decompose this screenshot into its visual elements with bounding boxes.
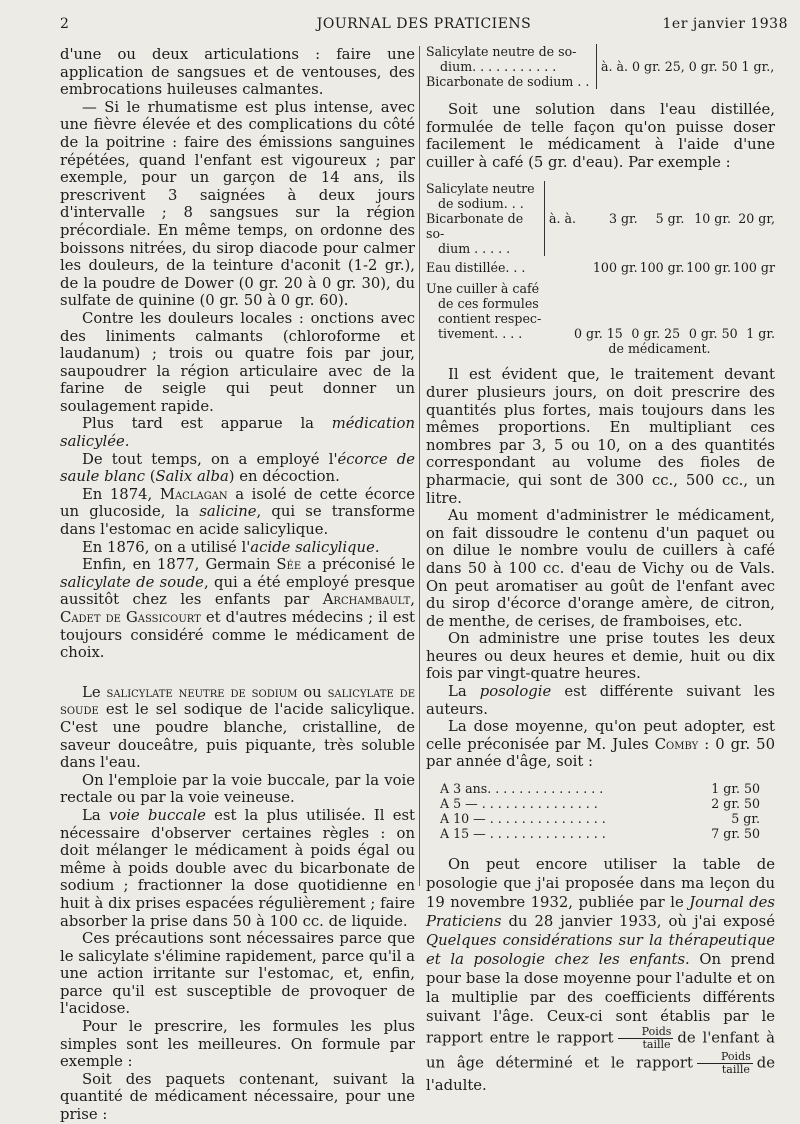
- page-number: 2: [60, 16, 70, 32]
- formula-packets: Salicylate neutre de so- dium. . . . . . . . . . . Bicarbonate de sodium . . à. à. 0 gr. 25, 0 gr. 50 1 gr.,: [426, 44, 775, 89]
- right-column: [426, 46, 775, 1095]
- paragraph: En 1876, on a utilisé l'acide salicylique.: [82, 538, 380, 556]
- paragraph: Soit une solution dans l'eau distillée, formulée de telle façon qu'on puisse doser facilement le médicament à l'aide d'une cuiller à café (5 gr. d'eau). Par exemple :: [426, 101, 775, 171]
- paragraph: Au moment d'administrer le médicament, on fait dissoudre le contenu d'un paquet ou on dilue le nombre voulu de cuillers à café dans 50 à 100 cc. d'eau de Vichy ou de Vals. On peut aromatiser au goût de l'enfant avec du sirop d'écorce d'orange amère, de citron, de menthe, de cerises, de framboises, etc.: [426, 507, 775, 630]
- paragraph: Soit des paquets contenant, suivant la quantité de médicament nécessaire, pour une prise :: [60, 1070, 415, 1124]
- paragraph: La posologie est différente suivant les auteurs.: [426, 683, 775, 718]
- dose-table: [440, 781, 760, 841]
- table-row: A 3 ans. . . . . . . . . . . . . . . 1 gr. 50: [440, 781, 760, 797]
- formula-solution: Salicylate neutre de sodium. . . Bicarbonate de so- dium . . . . . à. à. 3 gr. 5 gr. 10 gr. 20 gr, Eau distillée. . . 100 gr. 100 gr. 100 gr. 100 gr Une cuiller à café de ces formules contient respec- tivement. . . . 0 gr. 15 0 gr. 25 0 gr. 50 1 gr. de médicament.: [426, 181, 775, 357]
- paragraph: Pour le prescrire, les formules les plus simples sont les meilleures. On formule par exemple :: [60, 1018, 415, 1071]
- paragraph: Contre les douleurs locales : onctions avec des liniments calmants (chloroforme et laudanum) ; trois ou quatre fois par jour, saupoudrer la région articulaire avec de la farine de seigle qui peut donner un soulagement rapide.: [60, 309, 415, 415]
- paragraph: Plus tard est apparue la médication salicylée.: [60, 415, 415, 451]
- paragraph: Il est évident que, le traitement devant durer plusieurs jours, on doit prescrire des quantités plus fortes, mais toujours dans les mêmes proportions. En multipliant ces nombres par 3, 5 ou 10, on a des quantités correspondant au volume des fioles de pharmacie, qui sont de 300 cc., 500 cc., un litre.: [426, 366, 775, 507]
- table-row: A 5 — . . . . . . . . . . . . . . . 2 gr. 50: [440, 796, 760, 812]
- paragraph: Le salicylate neutre de sodium ou salicylate de soude est le sel sodique de l'acide salicylique. C'est une poudre blanche, cristalline, de saveur douceâtre, puis piquante, très soluble dans l'eau.: [60, 683, 415, 772]
- paragraph: — Si le rhumatisme est plus intense, avec une fièvre élevée et des complications du côté de la poitrine : faire des émissions sanguines répétées, quand l'enfant est vigoureux ; par exemple, pour un garçon de 14 ans, ils prescrivent 3 saignées à deux jours d'intervalle ; 8 sangsues sur la région précordiale. En même temps, on ordonne des boissons nitrées, du sirop diacode pour calmer les douleurs, de la teinture d'aconit (1-2 gr.), de la poudre de Dower (0 gr. 20 à 0 gr. 30), du sulfate de quinine (0 gr. 50 à 0 gr. 60).: [60, 98, 415, 310]
- table-row: A 15 — . . . . . . . . . . . . . . . 7 gr. 50: [440, 826, 760, 842]
- poids-taille-fraction: $\frac{\text{Poids}}{\text{taille}}$: [697, 1051, 753, 1076]
- poids-taille-fraction: $\frac{\text{Poids}}{\text{taille}}$: [618, 1026, 674, 1051]
- running-header: [60, 16, 788, 38]
- paragraph: On administre une prise toutes les deux heures ou deux heures et demie, huit ou dix fois par vingt-quatre heures.: [426, 630, 775, 683]
- issue-date: 1er janvier 1938: [662, 16, 788, 32]
- paragraph: On l'emploie par la voie buccale, par la voie rectale ou par la voie veineuse.: [60, 771, 415, 807]
- paragraph: La voie buccale est la plus utilisée. Il est nécessaire d'observer certaines règles : on doit mélanger le médicament à poids égal ou même à poids double avec du bicarbonate de sodium ; fractionner la dose quotidienne en huit à dix prises espacées régulièrement ; faire absorber la prise dans 50 à 100 cc. de liquide.: [60, 806, 415, 930]
- table-row: A 10 — . . . . . . . . . . . . . . . 5 gr.: [440, 811, 760, 827]
- left-column: [60, 46, 415, 1124]
- column-divider: [419, 46, 420, 886]
- paragraph: Ces précautions sont nécessaires parce que le salicylate s'élimine rapidement, parce qu'il a une action irritante sur l'estomac, et, enfin, parce qu'il est susceptible de provoquer de l'acidose.: [60, 930, 415, 1018]
- paragraph: En 1874, Maclagan a isolé de cette écorce un glucoside, la salicine, qui se transforme dans l'estomac en acide salicylique.: [60, 485, 416, 539]
- paragraph: On peut encore utiliser la table de posologie que j'ai proposée dans ma leçon du 19 novembre 1932, publiée par le Journal des Praticiens du 28 janvier 1933, où j'ai exposé Quelques considérations sur la thérapeutique et la posologie chez les enfants. On prend pour base la dose moyenne pour l'adulte et on la multiplie par des coefficients différents suivant l'âge. Ceux-ci sont établis par le rapport entre le rapport $\frac{\text{Poids}}{\text{taille}}$ de l'enfant à un âge déterminé et le rapport $\frac{\text{Poids}}{\text{taille}}$ de l'adulte.: [426, 856, 776, 1095]
- journal-title: JOURNAL DES PRATICIENS: [316, 16, 532, 32]
- paragraph: Enfin, en 1877, Germain Sée a préconisé le salicylate de soude, qui a été employé presque aussitôt chez les enfants par Archambault, Cadet de Gassicourt et d'autres médecins ; il est toujours considéré comme le médicament de choix.: [60, 556, 415, 662]
- paragraph: d'une ou deux articulations : faire une application de sangsues et de ventouses, des embrocations huileuses calmantes.: [60, 46, 415, 99]
- paragraph: De tout temps, on a employé l'écorce de saule blanc (Salix alba) en décoction.: [60, 450, 415, 486]
- paragraph: La dose moyenne, qu'on peut adopter, est celle préconisée par M. Jules Comby : 0 gr. 50 par année d'âge, soit :: [426, 718, 775, 771]
